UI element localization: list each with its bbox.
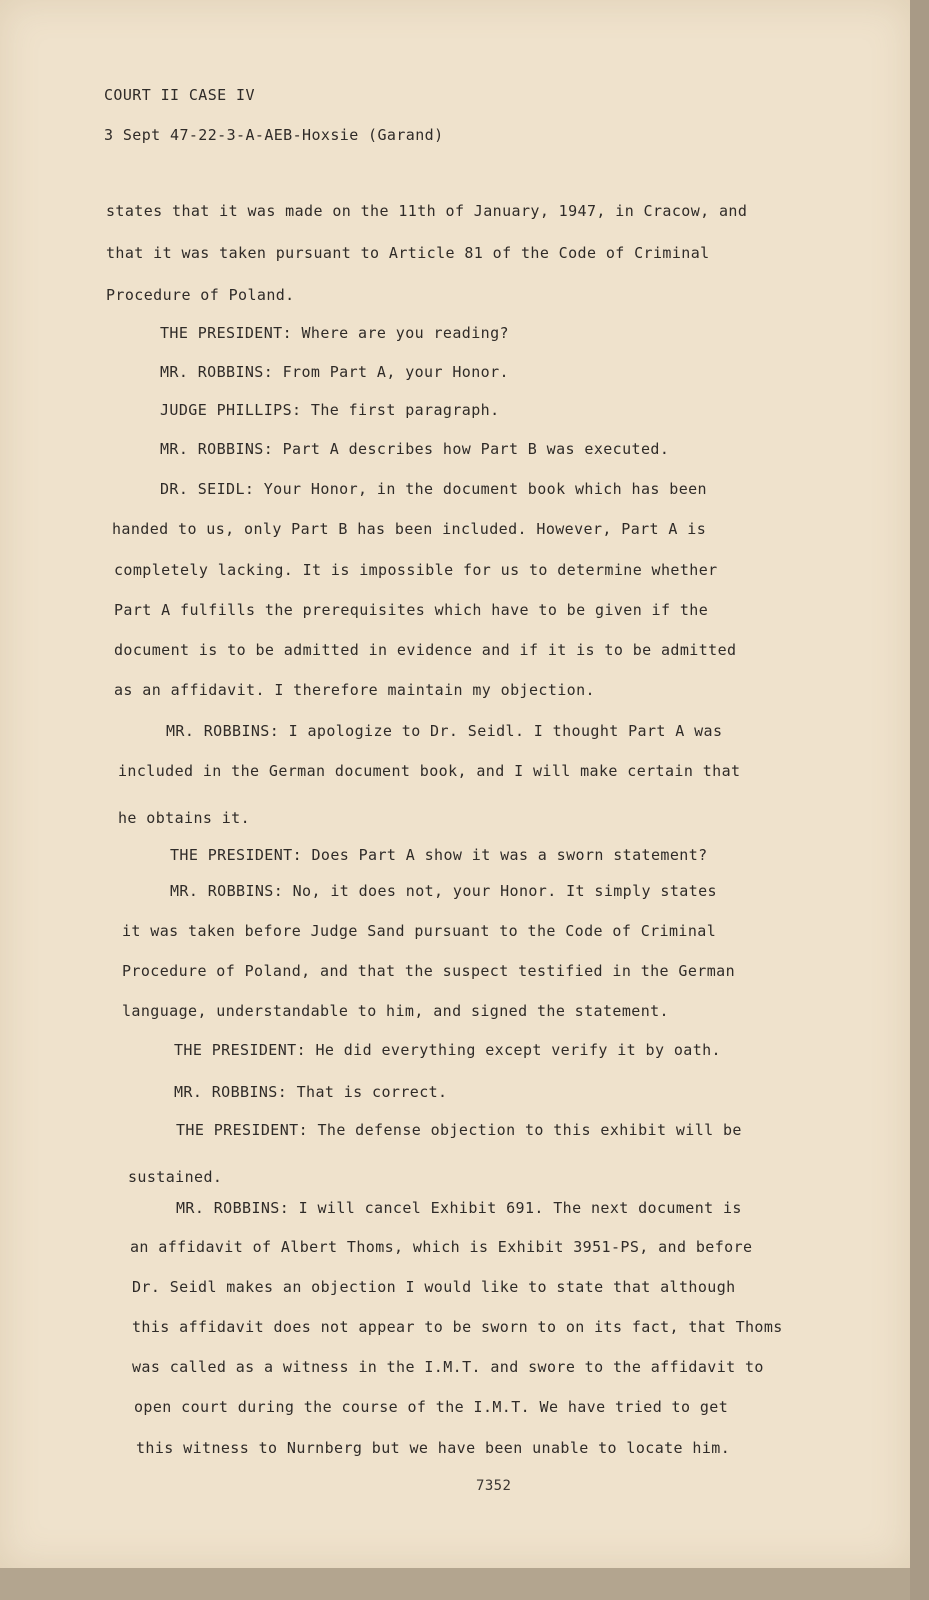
text-line: DR. SEIDL: Your Honor, in the document book which has been (160, 480, 707, 498)
text-line: an affidavit of Albert Thoms, which is Exhibit 3951-PS, and before (130, 1238, 753, 1256)
scan-edge-right (910, 0, 929, 1600)
text-line: that it was taken pursuant to Article 81 of the Code of Criminal (106, 244, 710, 262)
text-line: this affidavit does not appear to be sworn to on its fact, that Thoms (132, 1318, 783, 1336)
text-line: MR. ROBBINS: Part A describes how Part B was executed. (160, 440, 670, 458)
page-number: 7352 (476, 1478, 512, 1494)
text-line: states that it was made on the 11th of January, 1947, in Cracow, and (106, 202, 748, 220)
text-line: this witness to Nurnberg but we have been unable to locate him. (136, 1439, 731, 1457)
court-case-header: COURT II CASE IV (104, 86, 255, 104)
text-line: Procedure of Poland, and that the suspect testified in the German (122, 962, 735, 980)
text-line: MR. ROBBINS: I apologize to Dr. Seidl. I thought Part A was (166, 722, 723, 740)
text-line: completely lacking. It is impossible for us to determine whether (114, 561, 718, 579)
text-line: THE PRESIDENT: The defense objection to this exhibit will be (176, 1121, 742, 1139)
text-line: MR. ROBBINS: From Part A, your Honor. (160, 363, 509, 381)
text-line: document is to be admitted in evidence and if it is to be admitted (114, 641, 737, 659)
text-line: handed to us, only Part B has been included. However, Part A is (112, 520, 707, 538)
text-line: as an affidavit. I therefore maintain my objection. (114, 681, 595, 699)
text-line: language, understandable to him, and signed the statement. (122, 1002, 669, 1020)
text-line: it was taken before Judge Sand pursuant to the Code of Criminal (122, 922, 717, 940)
text-line: he obtains it. (118, 809, 251, 827)
text-line: was called as a witness in the I.M.T. and swore to the affidavit to (132, 1358, 764, 1376)
text-line: MR. ROBBINS: That is correct. (174, 1083, 448, 1101)
text-line: Dr. Seidl makes an objection I would like to state that although (132, 1278, 736, 1296)
session-reference: 3 Sept 47-22-3-A-AEB-Hoxsie (Garand) (104, 126, 444, 144)
text-line: Procedure of Poland. (106, 286, 295, 304)
text-line: open court during the course of the I.M.T. We have tried to get (134, 1398, 729, 1416)
text-line: THE PRESIDENT: He did everything except verify it by oath. (174, 1041, 721, 1059)
text-line: THE PRESIDENT: Where are you reading? (160, 324, 509, 342)
text-line: sustained. (128, 1168, 223, 1186)
text-line: included in the German document book, and I will make certain that (118, 762, 741, 780)
text-line: MR. ROBBINS: I will cancel Exhibit 691. The next document is (176, 1199, 742, 1217)
text-line: JUDGE PHILLIPS: The first paragraph. (160, 401, 500, 419)
text-line: MR. ROBBINS: No, it does not, your Honor. It simply states (170, 882, 717, 900)
text-line: Part A fulfills the prerequisites which have to be given if the (114, 601, 709, 619)
scan-edge-bottom (0, 1568, 910, 1600)
text-line: THE PRESIDENT: Does Part A show it was a sworn statement? (170, 846, 708, 864)
